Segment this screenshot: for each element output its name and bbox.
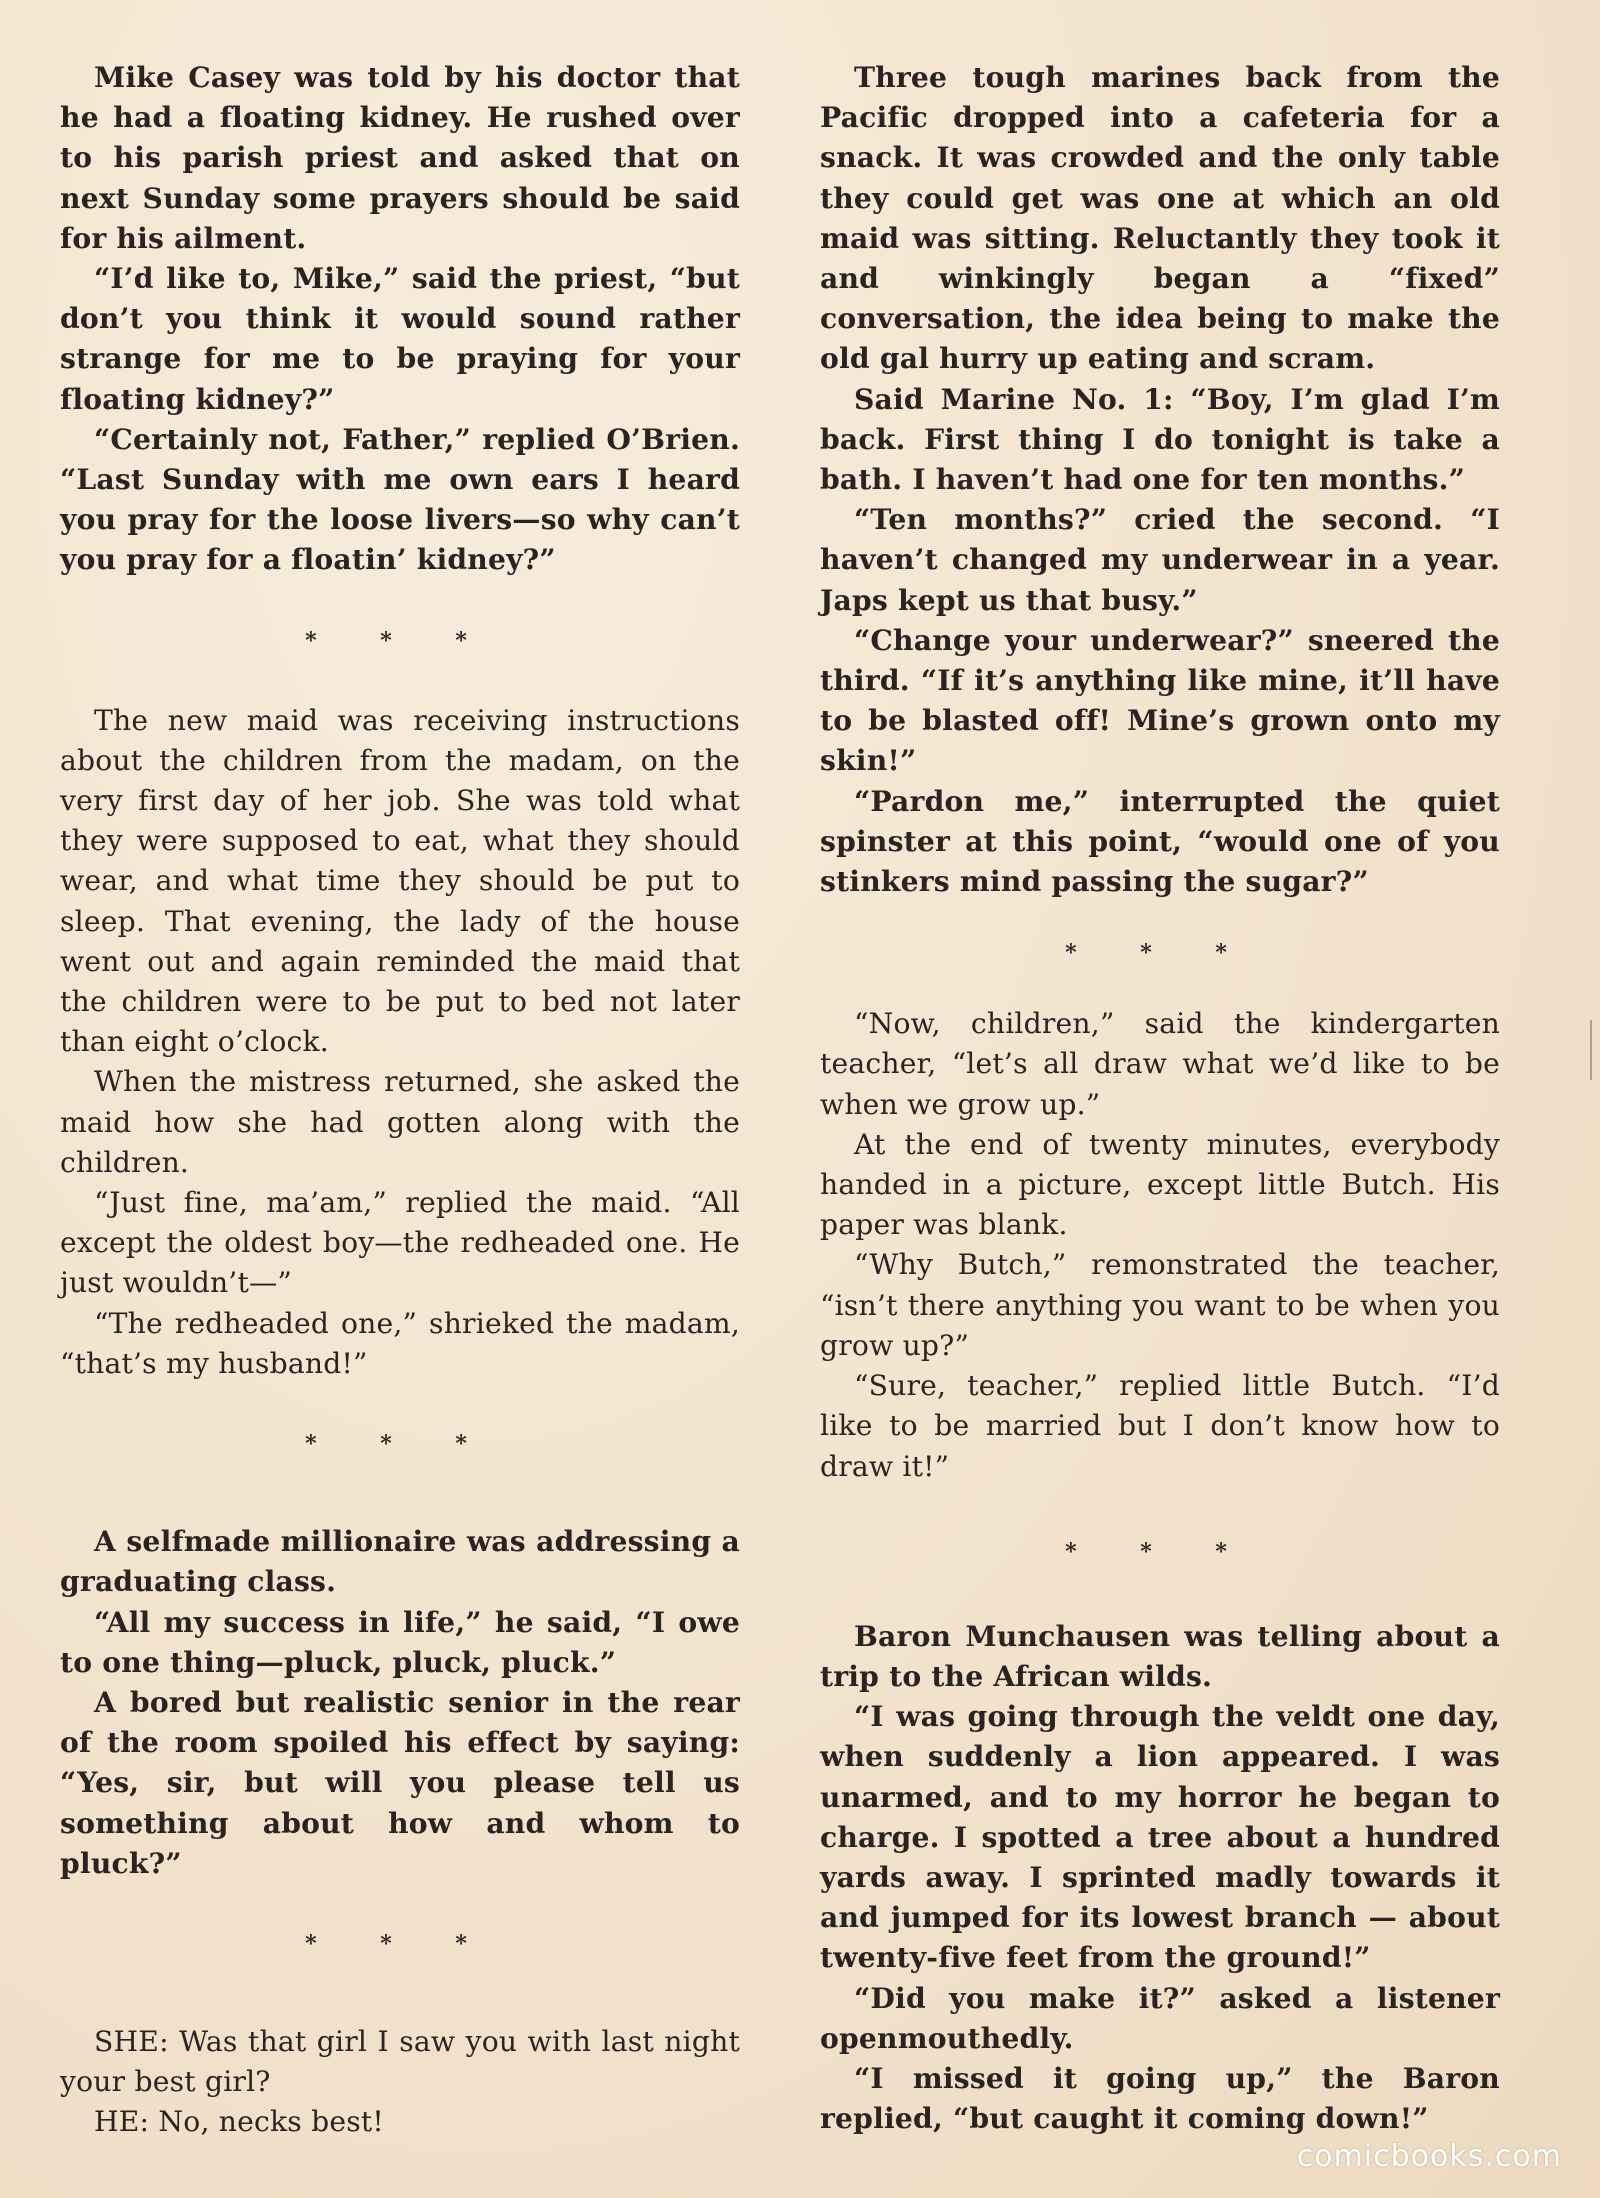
paragraph: A selfmade millionaire was addressing a graduating class.	[60, 1525, 740, 1599]
paragraph: “Now, children,” said the kindergarten teacher, “let’s all draw what we’d like to be when we grow up.”	[820, 1007, 1500, 1121]
paragraph: “I missed it going up,” the Baron replied, “but caught it coming down!”	[820, 2061, 1500, 2136]
paragraph: Said Marine No. 1: “Boy, I’m glad I’m back. First thing I do tonight is take a bath. I haven’t had one for ten months.”	[820, 382, 1500, 497]
joke-millionaire	[60, 1522, 740, 1884]
paragraph: SHE: Was that girl I saw you with last night your best girl?	[60, 2024, 740, 2099]
joke-best-girl	[60, 2022, 740, 2143]
page-edge-mark	[1590, 1020, 1592, 1080]
joke-butch	[820, 1004, 1500, 1486]
separator-stars: * * *	[305, 1930, 495, 1957]
paragraph: “Sure, teacher,” replied little Butch. “I’d like to be married but I don’t know how to draw it!”	[820, 1369, 1500, 1483]
paragraph: At the end of twenty minutes, everybody handed in a picture, except little Butch. His paper was blank.	[820, 1127, 1500, 1242]
paragraph: When the mistress returned, she asked the maid how she had gotten along with the children.	[60, 1065, 740, 1179]
paragraph: “Ten months?” cried the second. “I haven’t changed my underwear in a year. Japs kept us that busy.”	[820, 503, 1500, 617]
paragraph: “Did you make it?” asked a listener openmouthedly.	[820, 1981, 1500, 2055]
paragraph: “The redheaded one,” shrieked the madam, “that’s my husband!”	[60, 1306, 740, 1380]
right-column	[820, 58, 1500, 2139]
watermark: comicbooks.com	[1296, 2139, 1562, 2174]
paragraph: Mike Casey was told by his doctor that he had a floating kidney. He rushed over to his parish priest and asked that on next Sunday some prayers should be said for his ailment.	[60, 61, 740, 255]
joke-new-maid	[60, 701, 740, 1384]
paragraph: “Why Butch,” remonstrated the teacher, “isn’t there anything you want to be when you grow up?”	[820, 1248, 1500, 1362]
paragraph: “Pardon me,” interrupted the quiet spinster at this point, “would one of you stinkers mind passing the sugar?”	[820, 784, 1500, 899]
paragraph: A bored but realistic senior in the rear of the room spoiled his effect by saying: “Yes, sir, but will you please tell us something about how and whom to pluck?”	[60, 1685, 740, 1880]
paragraph: “Just fine, ma’am,” replied the maid. “All except the oldest boy—the redheaded one. He just wouldn’t—”	[60, 1186, 740, 1300]
paragraph: “Change your underwear?” sneered the third. “If it’s anything like mine, it’ll have to be blasted off! Mine’s grown onto my skin!”	[820, 623, 1500, 778]
paragraph: Baron Munchausen was telling about a trip to the African wilds.	[820, 1619, 1500, 1693]
joke-marines	[820, 58, 1500, 902]
paragraph: “All my success in life,” he said, “I owe to one thing—pluck, pluck, pluck.”	[60, 1605, 740, 1679]
paragraph: Three tough marines back from the Pacific dropped into a cafeteria for a snack. It was crowded and the only table they could get was one at which an old maid was sitting. Reluctantly they took it and winkingly began a “fixed” conversation, the idea being to make the old gal hurry up eating and scram.	[820, 61, 1500, 376]
separator-stars: * * *	[1065, 940, 1255, 967]
paragraph: “I was going through the veldt one day, when suddenly a lion appeared. I was unarmed, and to my horror he began to charge. I spotted a tree about a hundred yards away. I sprinted madly towards it and jumped for its lowest branch — about twenty-five feet from the ground!”	[820, 1700, 1500, 1975]
separator-stars: * * *	[305, 627, 495, 654]
joke-munchausen	[820, 1617, 1500, 2140]
separator-stars: * * *	[1065, 1538, 1255, 1565]
paragraph: “Certainly not, Father,” replied O’Brien. “Last Sunday with me own ears I heard you pray for the loose livers—so why can’t you pray for a floatin’ kidney?”	[60, 422, 740, 577]
paragraph: The new maid was receiving instructions about the children from the madam, on the very first day of her job. She was told what they were supposed to eat, what they should wear, and what time they should be put to sleep. That evening, the lady of the house went out and again reminded the maid that the children were to be put to bed not later than eight o’clock.	[60, 703, 740, 1059]
left-column	[60, 58, 740, 2143]
paragraph: HE: No, necks best!	[94, 2105, 384, 2139]
joke-floating-kidney	[60, 58, 740, 581]
separator-stars: * * *	[305, 1431, 495, 1458]
paragraph: “I’d like to, Mike,” said the priest, “but don’t you think it would sound rather strange for me to be praying for your floating kidney?”	[60, 262, 740, 416]
